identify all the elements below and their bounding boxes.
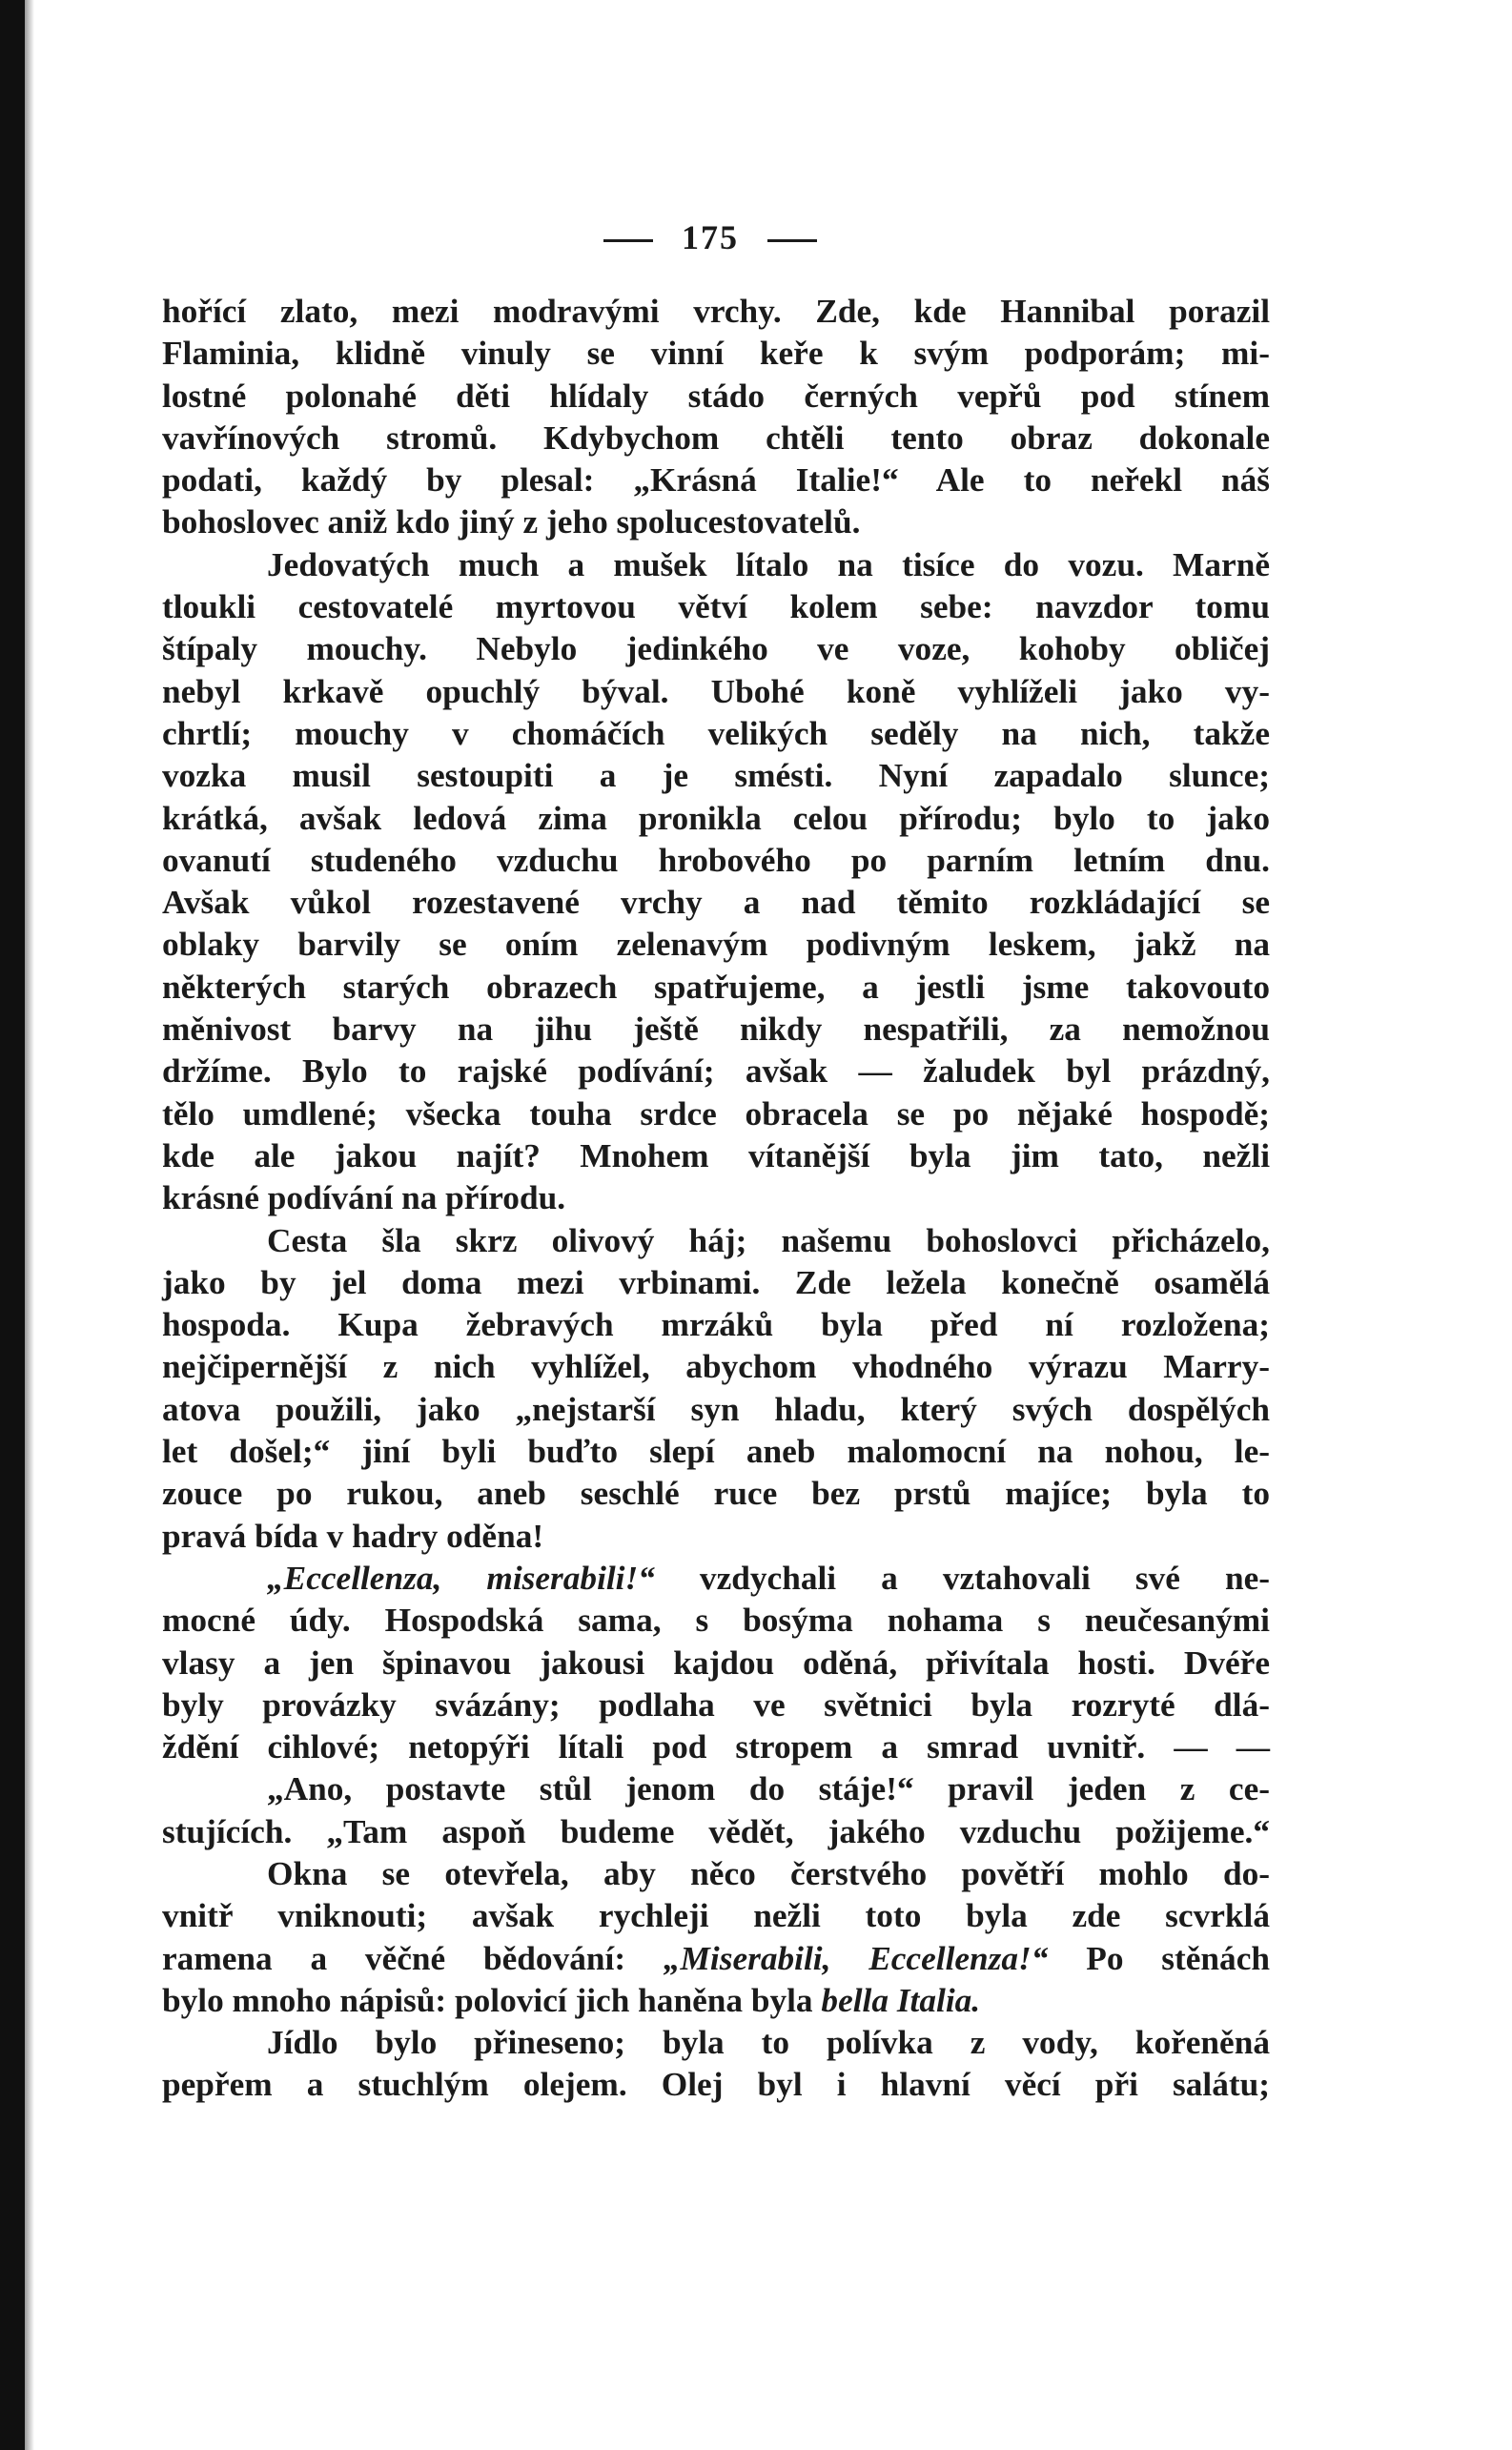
text-line: stujících. „Tam aspoň budeme vědět, jakého vzduchu požijeme.“: [162, 1812, 1270, 1850]
text-line: nejčipernější z nich vyhlížel, abychom vhodného výrazu Marry-: [162, 1348, 1270, 1386]
text-line: „Ano, postavte stůl jenom do stáje!“ pravil jeden z ce-: [267, 1770, 1270, 1808]
text-line: hořící zlato, mezi modravými vrchy. Zde, kde Hannibal porazil: [162, 293, 1270, 330]
text-line: Flaminia, klidně vinuly se vinní keře k svým podporám; mi-: [162, 335, 1270, 373]
text-line: štípaly mouchy. Nebylo jedinkého ve voze, kohoby obličej: [162, 630, 1270, 668]
text-line: tloukli cestovatelé myrtovou větví kolem sebe: navzdor tomu: [162, 588, 1270, 626]
text-line: krásné podívání na přírodu.: [162, 1179, 566, 1217]
text-line: některých starých obrazech spatřujeme, a jestli jsme takovouto: [162, 968, 1270, 1006]
text-line: Jedovatých much a mušek lítalo na tisíce do vozu. Marně: [267, 545, 1270, 583]
page-number-dash-right: [767, 239, 817, 242]
text-line: Cesta šla skrz olivový háj; našemu bohoslovci přicházelo,: [267, 1221, 1270, 1259]
text-line: Avšak vůkol rozestavené vrchy a nad těmito rozkládající se: [162, 884, 1270, 922]
text-line: vozka musil sestoupiti a je smésti. Nyní zapadalo slunce;: [162, 757, 1270, 795]
text-line: chrtlí; mouchy v chomáčích velikých seděly na nich, takže: [162, 714, 1270, 752]
body-text: [162, 291, 1270, 2107]
text-line: měnivost barvy na jihu ještě nikdy nespatřili, za nemožnou: [162, 1011, 1270, 1049]
text-line: bohoslovec aniž kdo jiný z jeho spolucestovatelů.: [162, 503, 861, 541]
text-line: ramena a věčné bědování: „Miserabili, Eccellenza!“ Po stěnách: [162, 1939, 1271, 1977]
text-line: oblaky barvily se oním zelenavým podivným leskem, jakž na: [162, 926, 1270, 964]
text-line: byly provázky svázány; podlaha ve světnici byla rozryté dlá-: [162, 1685, 1270, 1724]
text-line: kde ale jakou najít? Mnohem vítanější byla jim tato, nežli: [162, 1136, 1270, 1174]
text-line: krátká, avšak ledová zima pronikla celou přírodu; bylo to jako: [162, 799, 1270, 837]
text-line: bylo mnoho nápisů: polovicí jich haněna byla bella Italia.: [162, 1981, 981, 2019]
text-line: vnitř vniknouti; avšak rychleji nežli toto byla zde scvrklá: [162, 1897, 1270, 1935]
page-number: [0, 217, 1420, 257]
text-line: hospoda. Kupa žebravých mrzáků byla před ní rozložena;: [162, 1306, 1270, 1344]
text-line: tělo umdlené; všecka touha srdce obracela se po nějaké hospodě;: [162, 1094, 1270, 1133]
text-line: let došel;“ jiní byli buďto slepí aneb malomocní na nohou, le-: [162, 1433, 1270, 1471]
page-number-dash-left: [603, 239, 653, 242]
italic-phrase: bella Italia.: [821, 1981, 981, 2019]
text-line: pravá bída v hadry oděna!: [162, 1517, 544, 1555]
text-line: Jídlo bylo přineseno; byla to polívka z vody, kořeněná: [267, 2024, 1270, 2062]
text-line: lostné polonahé děti hlídaly stádo černých vepřů pod stínem: [162, 377, 1270, 415]
text-line: vavřínových stromů. Kdybychom chtěli tento obraz dokonale: [162, 419, 1270, 457]
page-number-value: 175: [682, 218, 739, 256]
text-line: Okna se otevřela, aby něco čerstvého povětří mohlo do-: [267, 1854, 1270, 1892]
italic-phrase: „Eccellenza, miserabili!“: [267, 1559, 655, 1597]
text-line: ovanutí studeného vzduchu hrobového po parním letním dnu.: [162, 841, 1270, 879]
scan-edge-shadow: [25, 0, 34, 2450]
text-line: nebyl krkavě opuchlý býval. Ubohé koně vyhlíželi jako vy-: [162, 672, 1270, 710]
italic-phrase: „Miserabili, Eccellenza!“: [663, 1939, 1049, 1977]
text-line: atova použili, jako „nejstarší syn hladu, který svých dospělých: [162, 1390, 1270, 1428]
text-line: pepřem a stuchlým olejem. Olej byl i hlavní věcí při salátu;: [162, 2066, 1270, 2104]
text-line: vlasy a jen špinavou jakousi kajdou oděná, přivítala hosti. Dvéře: [162, 1644, 1270, 1682]
text-line: zouce po rukou, aneb seschlé ruce bez prstů majíce; byla to: [162, 1475, 1270, 1513]
text-line: jako by jel doma mezi vrbinami. Zde ležela konečně osamělá: [162, 1263, 1270, 1301]
scan-left-edge: [0, 0, 25, 2450]
text-line: držíme. Bylo to rajské podívání; avšak — žaludek byl prázdný,: [162, 1052, 1270, 1091]
text-line: „Eccellenza, miserabili!“ vzdychali a vztahovali své ne-: [267, 1559, 1270, 1597]
text-line: mocné údy. Hospodská sama, s bosýma nohama s neučesanými: [162, 1602, 1270, 1640]
text-line: podati, každý by plesal: „Krásná Italie!“ Ale to neřekl náš: [162, 461, 1270, 500]
text-line: ždění cihlové; netopýři lítali pod stropem a smrad uvnitř. — —: [162, 1728, 1270, 1766]
